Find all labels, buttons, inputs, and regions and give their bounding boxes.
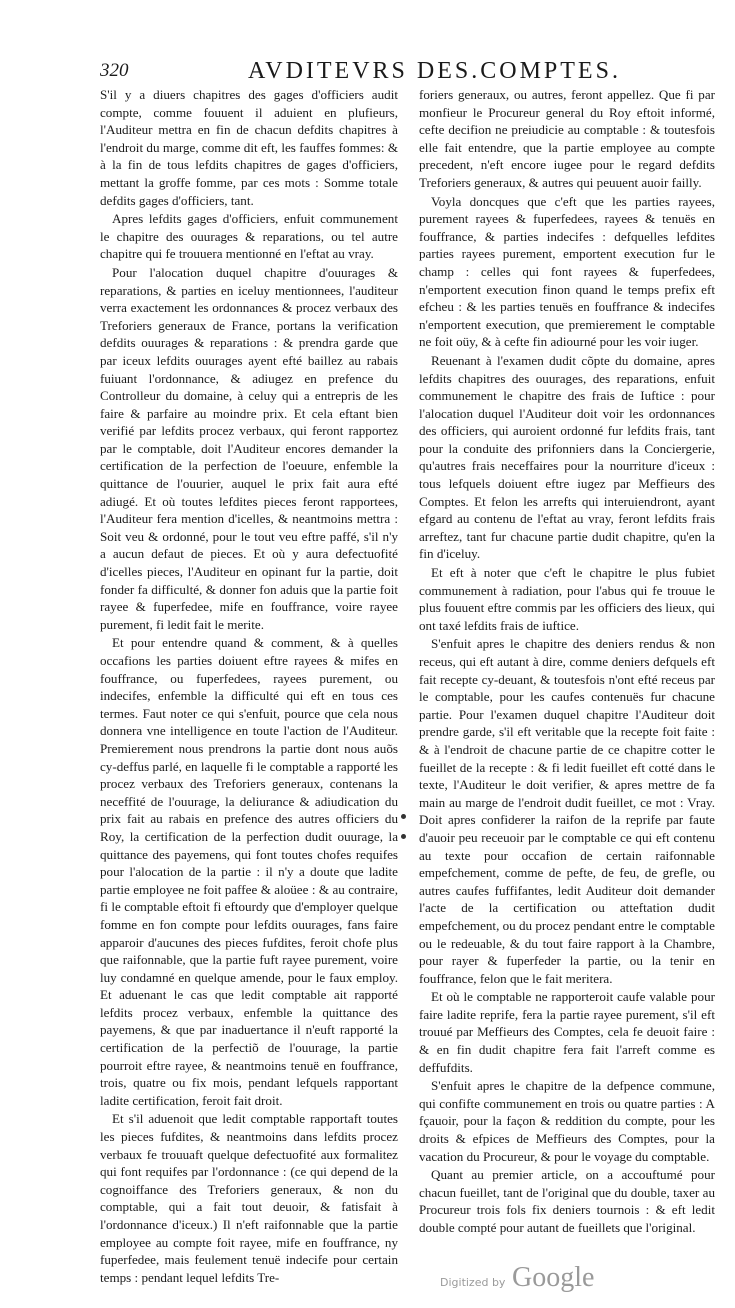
paragraph: Et où le comptable ne rapporteroit caufe valable pour faire ladite reprife, fera la partie rayee purement, s'il eft trouué par Meffieurs des Comptes, cela fe deuoit faire : & en fin dudit chapitre fera fait l'arreft comme es deffufdits. xyxy=(419,989,715,1075)
paragraph: Apres lefdits gages d'officiers, enfuit communement le chapitre des ouurages & reparations, ou tel autre chapitre qui fe trouuera mentionné en l'eftat au vray. xyxy=(100,211,398,262)
paragraph: Pour l'alocation duquel chapitre d'ouurages & reparations, & parties en iceluy mentionnees, l'auditeur verra exactement les ordonnances & procez verbaux des Treforiers generaux de France, portans la verification defdits ouurages & reparations : & prendra garde que par iceux lefdits ouurages ayent efté baillez au rabais fuiuant l'ordonnance, & adiugez en prefence du Controlleur du domaine, à celuy qui a entrepris de les faire & parfaire au moindre prix. Et cela eftant bien verifié par lefdits procez verbaux, qui feront rapportez par le comptable, doit l'Auditeur encores demander la certification de la perfection de l'oeuure, enfemble la quittance de l'ouurier, auquel le prix fait aura efté adiugé. Et où toutes lefdites pieces feront rapportees, l'Auditeur fera mention d'icelles, & neantmoins mettra : Soit veu & ordonné, pour le tout veu eftre paffé, s'il n'y a aucun defaut de pieces. Et où y aura defectuofité d'icelles pieces, l'Auditeur en opinant fur la partie, doit fonder fa difficulté, & donner fon aduis que la partie foit rayee & fuperfedee, mife en fouffrance, voire rayee purement, fi ledit fait le merite. xyxy=(100,264,398,632)
page-header xyxy=(100,58,620,86)
google-logo: Google xyxy=(512,1262,595,1293)
paragraph: S'enfuit apres le chapitre de la defpence commune, qui confifte communement en trois ou quatre parties : A fçauoir, pour la façon & reddition du compte, pour les droits & efpices de Meffieurs des Comptes, pour la vacation du Procureur, & pour le voyage du comptable. xyxy=(419,1078,715,1164)
paragraph: Et eft à noter que c'eft le chapitre le plus fubiet communement à radiation, pour l'abus qui fe trouue le plus fouuent eftre commis par les officiers des lieux, qui ont taxé lefdits frais de iuftice. xyxy=(419,565,715,633)
paragraph: Voyla doncques que c'eft que les parties rayees, purement rayees & fuperfedees, rayees & tenuës en fouffrance, & parties indecifes : defquelles lefdites parties rayees purement, emportent execution fur le champ : celles qui font rayees & fuperfedees, n'emportent execution finon quand le temps prefix eft efcheu : & les parties tenuës en fouffrance & indecifes n'emportent execution, que premierement le comptable ne foit oüy, & à cefte fin adiourné pour les voir iuger. xyxy=(419,193,715,350)
right-column xyxy=(419,86,715,1235)
margin-marks xyxy=(395,810,415,850)
page-number: 320 xyxy=(100,60,129,81)
paragraph: S'il y a diuers chapitres des gages d'officiers audit compte, comme fouuent il aduient en plufieurs, l'Auditeur mettra en fin de chacun defdits chapitres à l'endroit du marge, comme dit eft, les fauffes fommes: & à la fin de tous lefdits chapitres de gages d'officiers, mettant la groffe fomme, par ces mots : Somme totale defdits gages d'officiers, tant. xyxy=(100,87,398,208)
running-title: AVDITEVRS DES.COMPTES. xyxy=(248,58,621,84)
paragraph: S'enfuit apres le chapitre des deniers rendus & non receus, qui eft autant à dire, comme deniers defquels eft fait recepte cy-deuant, & toutesfois n'ont efté receus par le comptable, pour les caufes contenuës fur chacune partie. Pour l'examen duquel chapitre l'Auditeur doit prendre garde, s'il eft veritable que la recepte foit faite : & à l'endroit de chacune partie de ce chapitre cotter le fueillet de la recepte : & fi ledit fueillet eft cotté dans le texte, l'Auditeur le doit verifier, & apres mettre de fa main au marge de l'endroit dudit fueillet, ce mot : Vray. Doit apres confiderer la raifon de la reprife par faute d'auoir peu receuoir par le comptable ce qui eft contenu au texte pour occafion de certain raifonnable empefchement, comme de pefte, de feu, de grefle, ou autres caufes fuffifantes, ledit Auditeur doit demander l'acte de la certification ou atteftation dudit empefchement, ou du procez pendant entre le comptable ou le redeuable, & du tout faire rapport à la Chambre, pour rayer & fuperfeder la partie, ou la tenir en fouffrance, felon que le fait meritera. xyxy=(419,636,715,986)
watermark-label: Digitized by xyxy=(440,1276,506,1289)
paragraph: foriers generaux, ou autres, feront appellez. Que fi par monfieur le Procureur general du Roy eftoit informé, cefte decifion ne preiudicie au comptable : & toutesfois elle fait entendre, que la partie employee au compte precedent, n'eft encore iugee pour le regard defdits Treforiers generaux, & autres qui peuuent auoir failly. xyxy=(419,87,715,190)
paragraph: Quant au premier article, on a accouftumé pour chacun fueillet, tant de l'original que du double, taxer au Procureur trois fols fix deniers tournois : & eft ledit double compté pour autant de fueillets que l'original. xyxy=(419,1167,715,1235)
margin-dot xyxy=(401,814,406,819)
paragraph: Reuenant à l'examen dudit cõpte du domaine, apres lefdits chapitres des ouurages, des reparations, enfuit communement le chapitre des frais de Iuftice : pour l'alocation duquel l'Auditeur doit voir les ordonnances des officiers, qui auroient ordonné fur lefdits frais, tant pour la conduite des prifonniers dans la Conciergerie, qu'autres frais neceffaires pour la nourriture d'iceux : tous lefquels doiuent eftre iugez par Meffieurs des Comptes. Et felon les arrefts qui interuiendront, ayant efgard au contenu de l'eftat au vray, feront lefdits frais arreftez, tant fur chacune partie dudit chapitre, qu'en la fin d'iceluy. xyxy=(419,352,715,562)
left-column xyxy=(100,86,398,1285)
margin-dot xyxy=(401,834,406,839)
digitized-watermark xyxy=(440,1262,640,1298)
paragraph: Et s'il aduenoit que ledit comptable rapportaft toutes les pieces fufdites, & neantmoins dans lefdits procez verbaux fe trouuaft quelque defectuofité aux formalitez qui font requifes par l'ordonnance : (ce qui depend de la cognoiffance des Treforiers generaux, & non du comptable, qui a fait tout deuoir, & fatisfait à l'ordonnance d'iceux.) Il n'eft raifonnable que la partie employee au compte foit rayee, mife en fouffrance, ny fuperfedee, mais feulement tenuë indecife pour certain temps : pendant lequel lefdits Tre- xyxy=(100,1111,398,1285)
paragraph: Et pour entendre quand & comment, & à quelles occafions les parties doiuent eftre rayees & mifes en fouffrance, ou fuperfedees, rayees purement, ou indecifes, enfemble la difficulté qui eft en tous ces termes. Faut noter ce qui s'enfuit, pource que cela nous donnera vne intelligence en toute l'action de l'Auditeur. Premierement nous prendrons la partie dont nous auõs cy-deffus parlé, en laquelle fi le comptable a rapporté les procez verbaux des Treforiers generaux, contenans la neceffité de l'ouurage, la deliurance & adiudication du prix fait au rabais en prefence des autres officiers du Roy, la certification de la perfection dudit ouurage, la quittance des payemens, qui font toutes chofes requifes pour l'alocation de la partie : il n'y a doute que ladite partie employee ne foit paffee & aloüee : & au contraire, fi le comptable eftoit fi eftourdy que d'employer quelque fomme en fon compte pour lefdits ouurages, fans faire apparoir d'aucunes des pieces fufdites, feroit chofe plus que raifonnable, que la partie fuft rayee purement, voire luy condamné en quelque amende, pour le faux employ. Et aduenant le cas que ledit comptable ait rapporté lefdits procez verbaux, enfemble la quittance des payemens, & que par inaduertance il n'euft rapporté la certification de la perfectiõ de l'ouurage, la partie pourroit eftre rayee, & neantmoins tenuë en fouffrance, trois, quatre ou fix mois, pendant lefquels rapportant ladite certification, feroit fait droit. xyxy=(100,635,398,1108)
